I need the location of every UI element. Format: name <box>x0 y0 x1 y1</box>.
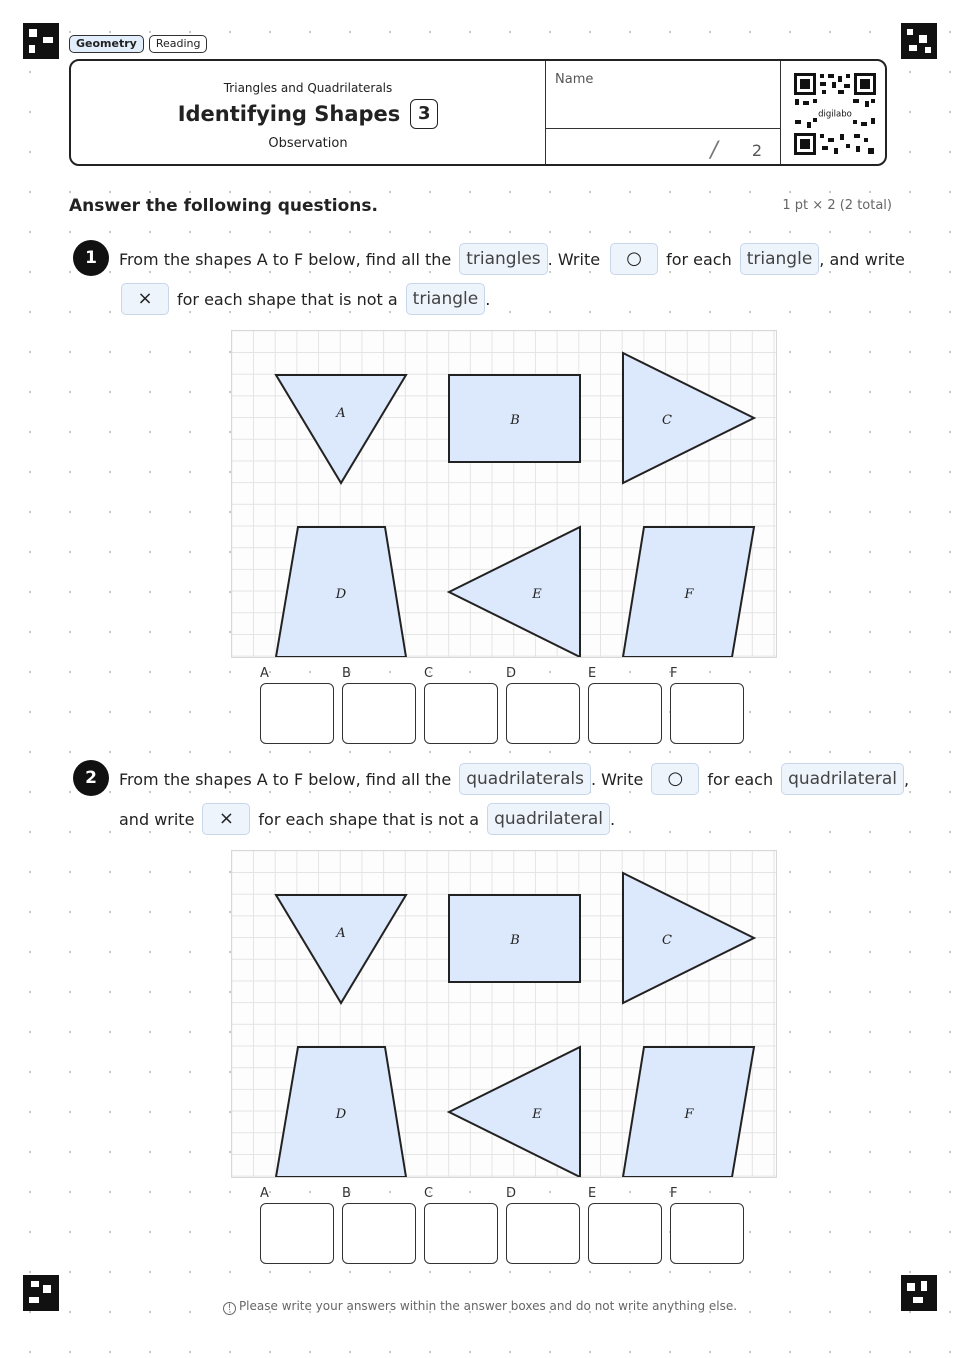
answer-box-c[interactable] <box>424 683 498 744</box>
question-2-line-1 <box>119 763 909 795</box>
q2-term-quadrilateral: quadrilateral <box>781 763 904 795</box>
q1-text-1: From the shapes A to F below, find all the <box>119 249 452 269</box>
box-label-f: F <box>670 1186 678 1201</box>
footer-note <box>0 1299 960 1315</box>
q2-text-2: . Write <box>590 769 644 789</box>
corner-marker-top-right <box>901 23 937 59</box>
worksheet-title: Identifying Shapes <box>177 102 401 126</box>
info-icon: ! <box>223 1302 236 1315</box>
worksheet-header <box>69 59 887 166</box>
answer-box-c[interactable] <box>424 1203 498 1264</box>
footer-text: Please write your answers within the answer boxes and do not write anything else. <box>238 1299 738 1313</box>
shape-label-c: C <box>662 413 672 428</box>
shape-c-triangle <box>623 353 754 483</box>
q1-text-4: , and write <box>819 249 905 269</box>
shape-e-triangle <box>449 527 580 657</box>
shape-c-triangle <box>623 873 754 1003</box>
box-label-a: A <box>260 666 269 681</box>
name-label: Name <box>555 72 594 87</box>
q2-text-1: From the shapes A to F below, find all the <box>119 769 452 789</box>
shape-label-b: B <box>510 933 520 948</box>
q2-text-3: for each <box>707 769 774 789</box>
box-label-b: B <box>342 1186 351 1201</box>
answer-box-b[interactable] <box>342 1203 416 1264</box>
q2-term-quadrilaterals: quadrilaterals <box>459 763 591 795</box>
shape-a-triangle <box>276 375 406 483</box>
box-label-e: E <box>588 666 597 681</box>
q1-circle-symbol: ○ <box>610 243 658 275</box>
question-2-shapes-panel <box>231 850 777 1178</box>
score-slash: / <box>710 138 718 163</box>
box-label-d: D <box>506 1186 517 1201</box>
q2-text-4b: and write <box>119 809 195 829</box>
box-label-d: D <box>506 666 517 681</box>
shape-label-c: C <box>662 933 672 948</box>
shape-e-triangle <box>449 1047 580 1177</box>
question-2-line-2 <box>119 803 615 835</box>
shape-label-d: D <box>335 587 347 602</box>
question-1-shapes-panel <box>231 330 777 658</box>
answer-box-a[interactable] <box>260 1203 334 1264</box>
qr-caption: digilabo <box>818 109 852 120</box>
q2-text-4: , <box>903 769 910 789</box>
answer-box-d[interactable] <box>506 1203 580 1264</box>
worksheet-number: 3 <box>410 99 438 129</box>
divider <box>546 128 780 129</box>
q1-term-triangle-2: triangle <box>406 283 486 315</box>
answer-box-a[interactable] <box>260 683 334 744</box>
question-2-number: 2 <box>73 760 109 796</box>
question-1-shapes <box>232 331 776 657</box>
q2-circle-symbol: ○ <box>651 763 699 795</box>
q2-text-5: for each shape that is not a <box>258 809 480 829</box>
shape-label-a: A <box>336 926 346 941</box>
q2-term-quadrilateral-2: quadrilateral <box>487 803 610 835</box>
q1-text-5: for each shape that is not a <box>177 289 398 309</box>
answer-box-e[interactable] <box>588 683 662 744</box>
shape-label-f: F <box>684 587 694 602</box>
tag-geometry: Geometry <box>69 35 144 53</box>
box-label-c: C <box>424 1186 434 1201</box>
question-2-answer-boxes <box>260 1203 744 1264</box>
box-label-e: E <box>588 1186 597 1201</box>
q1-text-3: for each <box>666 249 732 269</box>
box-label-a: A <box>260 1186 269 1201</box>
question-2-box-labels <box>260 1186 752 1201</box>
question-1-box-labels <box>260 666 752 681</box>
shape-label-f: F <box>684 1107 694 1122</box>
q1-term-triangles: triangles <box>459 243 547 275</box>
title-row <box>71 99 545 129</box>
shape-label-a: A <box>336 406 346 421</box>
question-1-line-1 <box>119 243 905 275</box>
subject-tags <box>69 35 207 53</box>
question-2-shapes <box>232 851 776 1177</box>
name-score-block <box>545 61 781 164</box>
shape-label-e: E <box>532 1107 542 1122</box>
box-label-c: C <box>424 666 434 681</box>
box-label-b: B <box>342 666 351 681</box>
points-info: 1 pt × 2 (2 total) <box>782 198 892 213</box>
q1-text-2: . Write <box>547 249 601 269</box>
instructions: Answer the following questions. <box>69 196 378 216</box>
shape-label-b: B <box>510 413 520 428</box>
worksheet-subtitle: Triangles and Quadrilaterals <box>223 81 393 95</box>
tag-reading: Reading <box>149 35 208 53</box>
answer-box-e[interactable] <box>588 1203 662 1264</box>
answer-box-d[interactable] <box>506 683 580 744</box>
q1-term-triangle: triangle <box>740 243 820 275</box>
corner-marker-top-left <box>23 23 59 59</box>
answer-box-b[interactable] <box>342 683 416 744</box>
q1-text-6: . <box>485 289 491 309</box>
qr-code <box>793 72 877 156</box>
score-total: 2 <box>751 141 762 160</box>
shape-a-triangle <box>276 895 406 1003</box>
title-block <box>71 61 545 164</box>
box-label-f: F <box>670 666 678 681</box>
q1-cross-symbol: × <box>121 283 169 315</box>
shape-label-d: D <box>335 1107 347 1122</box>
question-1-number: 1 <box>73 240 109 276</box>
worksheet-mode: Observation <box>268 136 348 151</box>
score-field <box>710 138 762 163</box>
q2-text-6: . <box>609 809 616 829</box>
question-1-line-2 <box>121 283 490 315</box>
question-1-answer-boxes <box>260 683 744 744</box>
answer-box-f[interactable] <box>670 1203 744 1264</box>
q2-cross-symbol: × <box>202 803 250 835</box>
answer-box-f[interactable] <box>670 683 744 744</box>
shape-label-e: E <box>532 587 542 602</box>
